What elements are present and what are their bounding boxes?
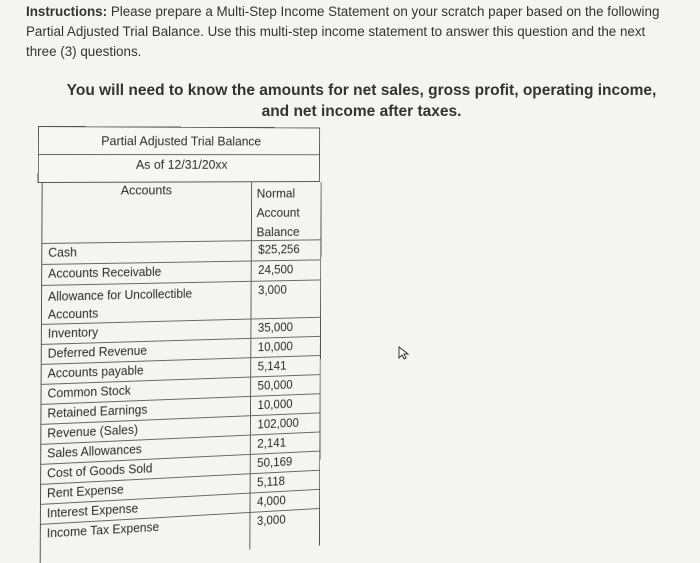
table-grid xyxy=(40,182,322,563)
account-balance: 5,118 xyxy=(257,474,286,490)
account-balance: 2,141 xyxy=(257,435,287,451)
instructions-text xyxy=(26,2,676,62)
account-name: Accounts payable xyxy=(47,363,144,381)
account-name: Cash xyxy=(48,245,77,260)
mouse-pointer-icon xyxy=(398,346,410,360)
instructions-body: Please prepare a Multi-Step Income Statement on your scratch paper based on the following Partial Adjusted Trial Balance. Use this multi-step income statement to answer this question and the next three (3) questions. xyxy=(26,4,660,59)
account-name: Common Stock xyxy=(47,383,131,401)
instructions-label: Instructions: xyxy=(26,4,108,19)
accounts-column-header: Accounts xyxy=(120,182,172,198)
account-balance: 24,500 xyxy=(258,262,294,277)
account-balance: $25,256 xyxy=(258,242,300,257)
account-balance: 50,169 xyxy=(257,454,293,471)
account-name: Inventory xyxy=(47,325,99,341)
account-name: Rent Expense xyxy=(46,482,124,501)
account-balance: 4,000 xyxy=(256,493,286,509)
account-name: Deferred Revenue xyxy=(47,343,148,361)
account-balance: 50,000 xyxy=(257,377,293,393)
table-title-box xyxy=(38,126,320,183)
account-name: Sales Allowances xyxy=(47,442,142,461)
table-date: As of 12/31/20xx xyxy=(135,157,228,172)
account-balance: 35,000 xyxy=(257,320,293,335)
required-amounts-note: You will need to know the amounts for net sales, gross profit, operating income, and net income after taxes. xyxy=(66,82,657,120)
account-balance: 10,000 xyxy=(257,339,293,355)
trial-balance-table xyxy=(36,126,322,546)
account-balance: 10,000 xyxy=(257,397,293,413)
account-balance: 5,141 xyxy=(257,358,287,374)
account-balance: 3,000 xyxy=(256,512,286,528)
balance-column-header: Normal Account Balance xyxy=(256,185,300,240)
account-name: Cost of Goods Sold xyxy=(47,461,153,481)
account-name: Income Tax Expense xyxy=(46,520,160,541)
account-balance: 102,000 xyxy=(257,416,299,432)
account-name: Retained Earnings xyxy=(47,402,148,421)
table-title: Partial Adjusted Trial Balance xyxy=(101,133,262,149)
account-name: Interest Expense xyxy=(46,501,139,521)
account-name: Allowance for Uncollectible Accounts xyxy=(47,286,193,322)
account-balance: 3,000 xyxy=(258,283,287,298)
account-name: Accounts Receivable xyxy=(48,264,162,281)
account-name: Revenue (Sales) xyxy=(47,422,138,441)
